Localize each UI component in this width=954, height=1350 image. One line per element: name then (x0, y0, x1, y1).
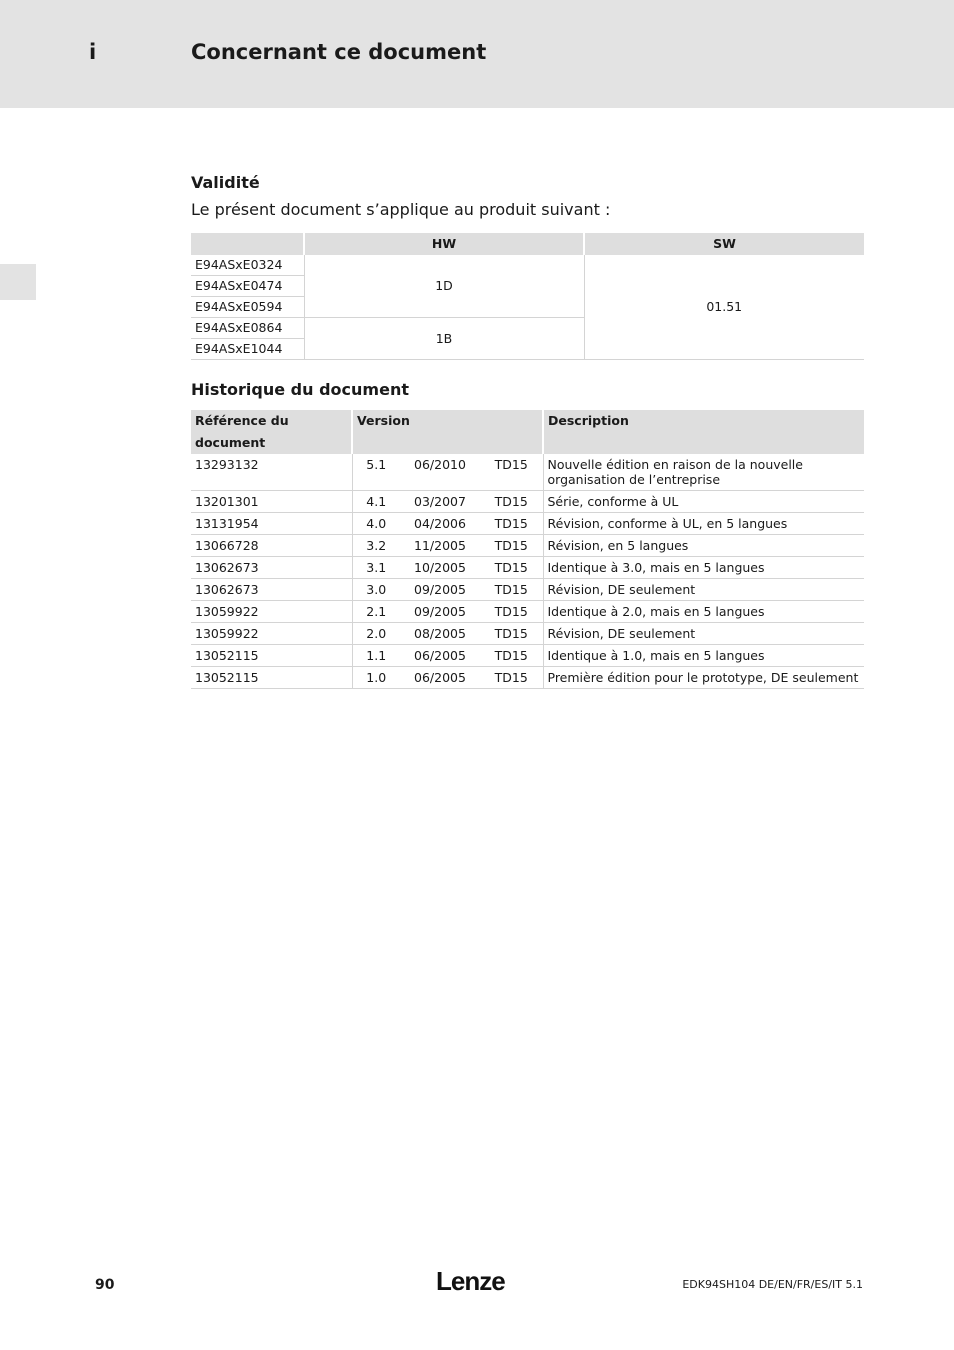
ref-cell: 13052115 (191, 667, 352, 689)
lenze-logo-text: Lenze (436, 1266, 505, 1296)
history-row (191, 667, 864, 689)
td-cell: TD15 (480, 623, 543, 645)
history-row (191, 454, 864, 491)
version-cell: 1.0 (352, 667, 400, 689)
date-cell: 03/2007 (400, 491, 480, 513)
history-row (191, 623, 864, 645)
version-cell: 4.0 (352, 513, 400, 535)
hw-cell: 1B (304, 318, 584, 360)
date-cell: 09/2005 (400, 601, 480, 623)
description-cell: Série, conforme à UL (543, 491, 864, 513)
version-cell: 2.0 (352, 623, 400, 645)
td-cell: TD15 (480, 535, 543, 557)
description-cell: Révision, conforme à UL, en 5 langues (543, 513, 864, 535)
date-cell: 06/2005 (400, 667, 480, 689)
date-cell: 10/2005 (400, 557, 480, 579)
ref-cell: 13131954 (191, 513, 352, 535)
version-cell: 5.1 (352, 454, 400, 491)
version-cell: 3.1 (352, 557, 400, 579)
validity-col-sw: SW (584, 233, 864, 255)
ref-cell: 13066728 (191, 535, 352, 557)
td-cell: TD15 (480, 491, 543, 513)
ref-cell: 13052115 (191, 645, 352, 667)
validity-table (191, 233, 864, 360)
td-cell: TD15 (480, 454, 543, 491)
ref-cell: 13293132 (191, 454, 352, 491)
description-cell: Identique à 1.0, mais en 5 langues (543, 645, 864, 667)
lenze-logo (436, 1266, 516, 1300)
td-cell: TD15 (480, 645, 543, 667)
td-cell: TD15 (480, 579, 543, 601)
product-cell: E94ASxE1044 (191, 339, 304, 360)
validity-heading: Validité (191, 173, 260, 192)
document-reference: EDK94SH104 DE/EN/FR/ES/IT 5.1 (682, 1278, 863, 1291)
page-number: 90 (95, 1277, 115, 1293)
chapter-marker: i (89, 40, 97, 64)
product-cell: E94ASxE0474 (191, 276, 304, 297)
date-cell: 11/2005 (400, 535, 480, 557)
version-cell: 2.1 (352, 601, 400, 623)
td-cell: TD15 (480, 667, 543, 689)
product-cell: E94ASxE0324 (191, 255, 304, 276)
description-cell: Révision, en 5 langues (543, 535, 864, 557)
version-cell: 1.1 (352, 645, 400, 667)
description-cell: Révision, DE seulement (543, 579, 864, 601)
version-cell: 3.0 (352, 579, 400, 601)
description-cell: Identique à 2.0, mais en 5 langues (543, 601, 864, 623)
date-cell: 06/2010 (400, 454, 480, 491)
history-table (191, 410, 864, 689)
product-cell: E94ASxE0864 (191, 318, 304, 339)
ref-cell: 13059922 (191, 601, 352, 623)
ref-cell: 13059922 (191, 623, 352, 645)
description-cell: Identique à 3.0, mais en 5 langues (543, 557, 864, 579)
ref-cell: 13062673 (191, 579, 352, 601)
description-cell: Nouvelle édition en raison de la nouvelle organisation de l’entreprise (543, 454, 864, 491)
td-cell: TD15 (480, 513, 543, 535)
side-tab (0, 264, 36, 300)
description-cell: Révision, DE seulement (543, 623, 864, 645)
version-cell: 3.2 (352, 535, 400, 557)
date-cell: 08/2005 (400, 623, 480, 645)
hw-cell: 1D (304, 255, 584, 318)
history-col-description: Description (543, 410, 864, 454)
validity-col-product (191, 233, 304, 255)
version-cell: 4.1 (352, 491, 400, 513)
date-cell: 06/2005 (400, 645, 480, 667)
history-row (191, 601, 864, 623)
ref-cell: 13062673 (191, 557, 352, 579)
history-row (191, 645, 864, 667)
date-cell: 09/2005 (400, 579, 480, 601)
history-col-ref: Référence du document (191, 410, 352, 454)
history-row (191, 491, 864, 513)
history-row (191, 557, 864, 579)
date-cell: 04/2006 (400, 513, 480, 535)
description-cell: Première édition pour le prototype, DE seulement (543, 667, 864, 689)
history-col-version: Version (352, 410, 543, 454)
history-heading: Historique du document (191, 380, 409, 399)
td-cell: TD15 (480, 557, 543, 579)
history-row (191, 579, 864, 601)
ref-cell: 13201301 (191, 491, 352, 513)
validity-col-hw: HW (304, 233, 584, 255)
history-row (191, 535, 864, 557)
history-row (191, 513, 864, 535)
td-cell: TD15 (480, 601, 543, 623)
page-title: Concernant ce document (191, 40, 487, 64)
sw-cell: 01.51 (584, 255, 864, 360)
product-cell: E94ASxE0594 (191, 297, 304, 318)
validity-intro: Le présent document s’applique au produit suivant : (191, 200, 611, 219)
